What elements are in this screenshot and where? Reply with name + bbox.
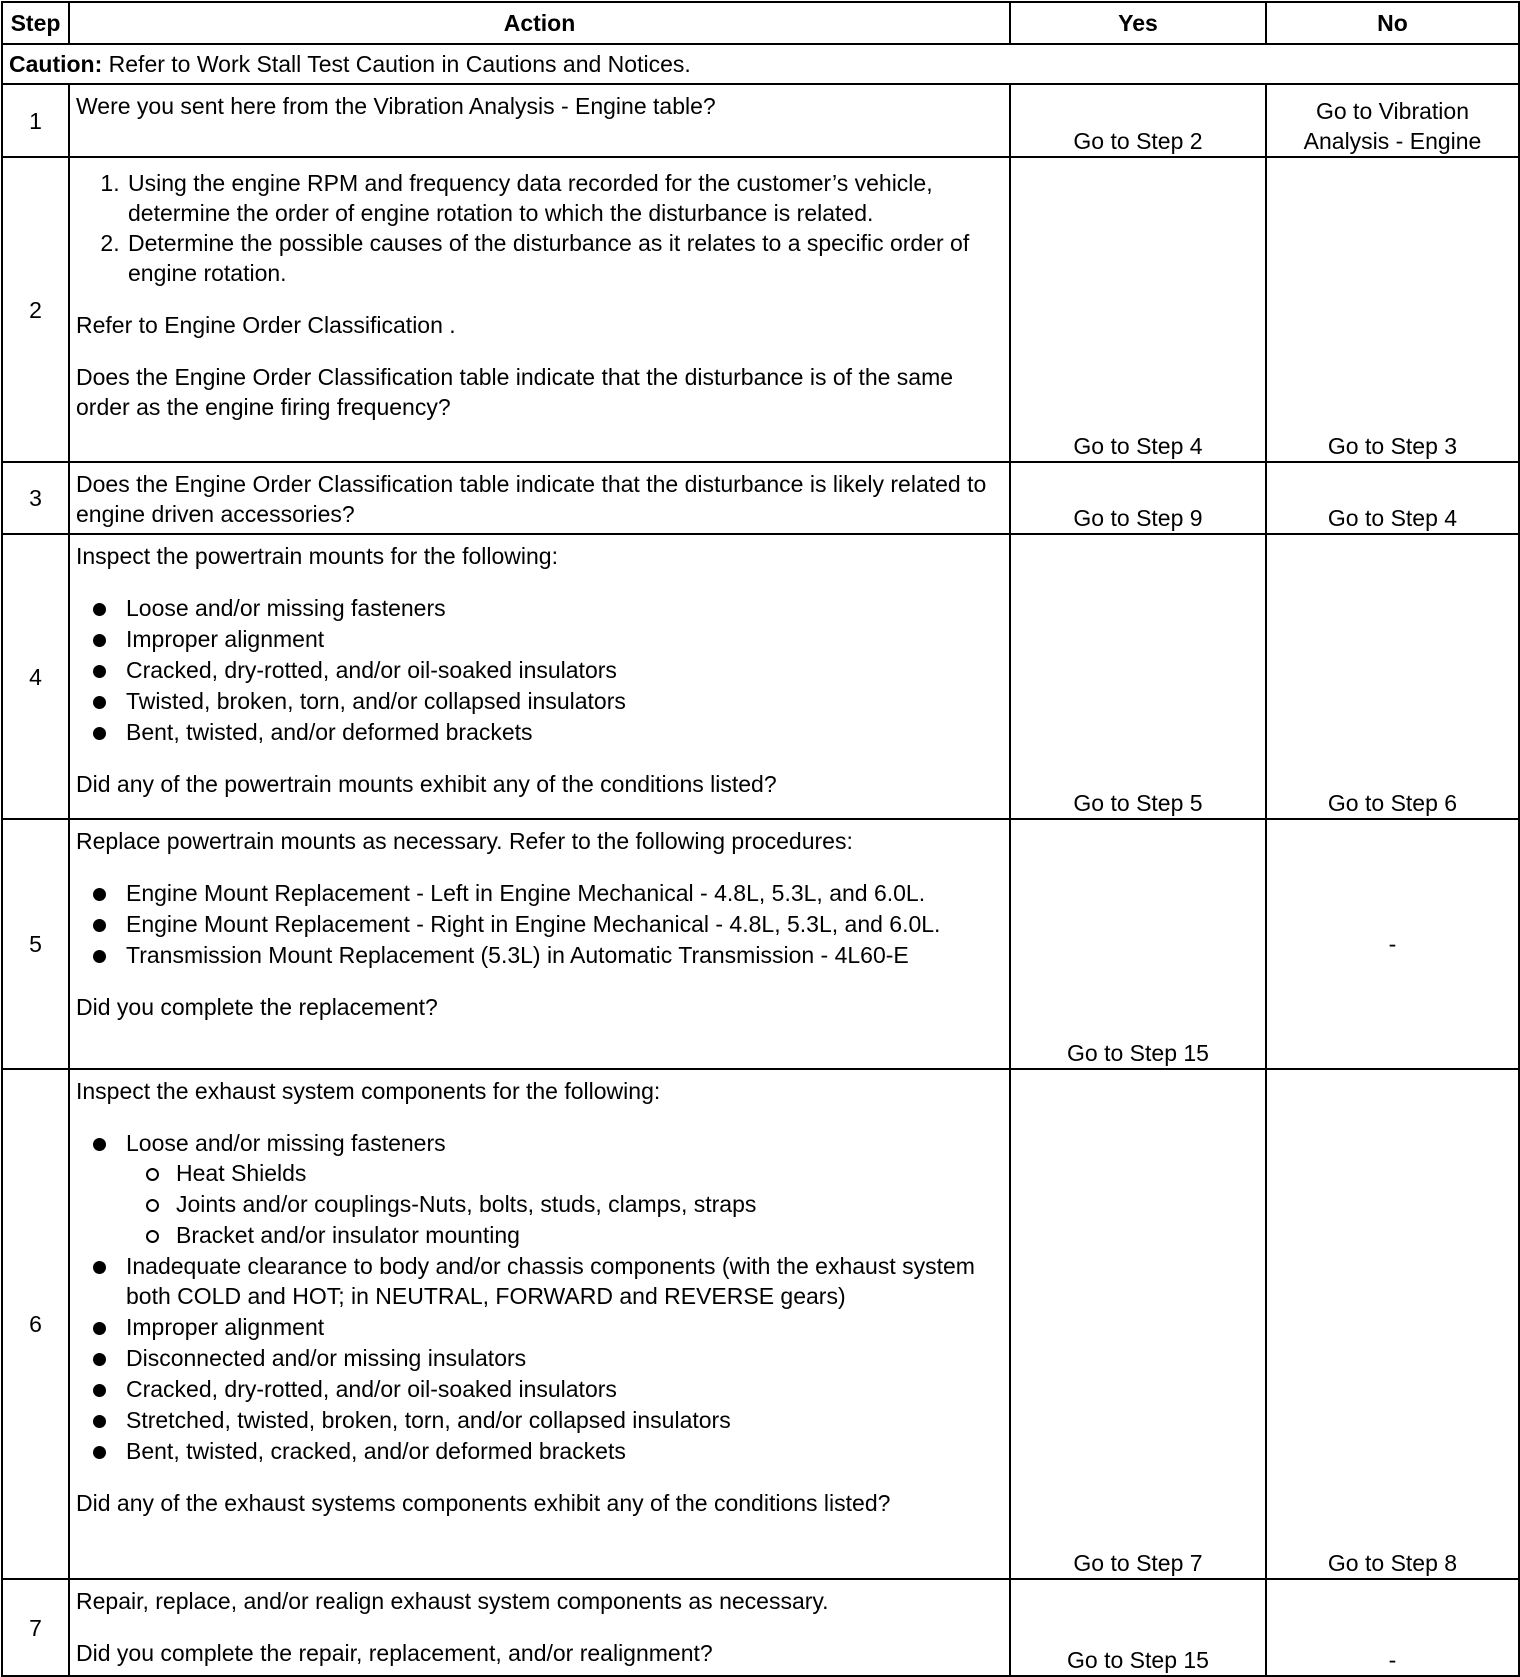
table-row <box>2 534 1519 819</box>
action-cell <box>69 1579 1010 1676</box>
action-intro: Replace powertrain mounts as necessary. Refer to the following procedures: <box>76 828 853 854</box>
list-item: Stretched, twisted, broken, torn, and/or collapsed insulators <box>126 1405 1003 1435</box>
step-number: 1 <box>2 84 69 157</box>
table-row <box>2 84 1519 157</box>
bullet-list <box>76 1128 1003 1466</box>
caution-text: Refer to Work Stall Test Caution in Cautions and Notices. <box>102 51 691 77</box>
no-value: - <box>1266 1579 1519 1676</box>
list-item: Cracked, dry-rotted, and/or oil-soaked insulators <box>126 1374 1003 1404</box>
refer-link[interactable]: Refer to Engine Order Classification . <box>76 312 456 338</box>
yes-link[interactable]: Go to Step 9 <box>1010 462 1266 534</box>
list-item: Loose and/or missing fasteners <box>126 593 1003 623</box>
list-item: Bent, twisted, and/or deformed brackets <box>126 717 1003 747</box>
step-number: 6 <box>2 1069 69 1579</box>
action-question: Did you complete the replacement? <box>76 994 438 1020</box>
sub-list-item: Bracket and/or insulator mounting <box>176 1220 1003 1250</box>
list-item: Improper alignment <box>126 1312 1003 1342</box>
action-cell <box>69 462 1010 534</box>
sub-list-item: Joints and/or couplings-Nuts, bolts, studs, clamps, straps <box>176 1189 1003 1219</box>
list-item: Improper alignment <box>126 624 1003 654</box>
action-cell <box>69 819 1010 1069</box>
action-question: Were you sent here from the Vibration Analysis - Engine table? <box>76 93 716 119</box>
header-step: Step <box>2 2 69 44</box>
action-cell <box>69 84 1010 157</box>
list-item: Bent, twisted, cracked, and/or deformed brackets <box>126 1436 1003 1466</box>
yes-link[interactable]: Go to Step 2 <box>1010 84 1266 157</box>
procedure-link[interactable]: Transmission Mount Replacement (5.3L) in Automatic Transmission - 4L60-E <box>126 940 1003 970</box>
no-link[interactable]: Go to Step 6 <box>1266 534 1519 819</box>
list-item: 1. Using the engine RPM and frequency data recorded for the customer’s vehicle, determine the order of engine rotation to which the disturbance is related. <box>126 168 1003 228</box>
action-cell <box>69 1069 1010 1579</box>
sub-list-item: Heat Shields <box>176 1158 1003 1188</box>
no-value: - <box>1266 819 1519 1069</box>
diagnostic-table <box>1 1 1520 1677</box>
table-row <box>2 1069 1519 1579</box>
header-yes: Yes <box>1010 2 1266 44</box>
step-number: 2 <box>2 157 69 462</box>
sub-list <box>126 1158 1003 1250</box>
action-question: Did any of the exhaust systems components exhibit any of the conditions listed? <box>76 1490 891 1516</box>
action-question: Does the Engine Order Classification table indicate that the disturbance is of the same order as the engine firing frequency? <box>76 364 954 420</box>
list-item-text: Loose and/or missing fasteners <box>126 1130 446 1156</box>
header-action: Action <box>69 2 1010 44</box>
header-no: No <box>1266 2 1519 44</box>
action-cell <box>69 157 1010 462</box>
step-number: 7 <box>2 1579 69 1676</box>
header-row <box>2 2 1519 44</box>
action-question: Did you complete the repair, replacement, and/or realignment? <box>76 1640 713 1666</box>
table-row <box>2 157 1519 462</box>
list-item: Disconnected and/or missing insulators <box>126 1343 1003 1373</box>
yes-link[interactable]: Go to Step 15 <box>1010 819 1266 1069</box>
procedure-link[interactable]: Engine Mount Replacement - Left in Engine Mechanical - 4.8L, 5.3L, and 6.0L. <box>126 878 1003 908</box>
action-question: Did any of the powertrain mounts exhibit any of the conditions listed? <box>76 771 777 797</box>
bullet-list <box>76 593 1003 747</box>
step-number: 5 <box>2 819 69 1069</box>
list-item: Inadequate clearance to body and/or chassis components (with the exhaust system both COLD and HOT; in NEUTRAL, FORWARD and REVERSE gears) <box>126 1251 1003 1311</box>
yes-link[interactable]: Go to Step 7 <box>1010 1069 1266 1579</box>
list-item: Cracked, dry-rotted, and/or oil-soaked insulators <box>126 655 1003 685</box>
yes-link[interactable]: Go to Step 4 <box>1010 157 1266 462</box>
step-number: 4 <box>2 534 69 819</box>
table-row <box>2 462 1519 534</box>
list-item: 2. Determine the possible causes of the disturbance as it relates to a specific order of engine rotation. <box>126 228 1003 288</box>
no-link[interactable]: Go to Step 3 <box>1266 157 1519 462</box>
action-intro: Inspect the powertrain mounts for the following: <box>76 543 558 569</box>
numbered-list <box>76 168 1003 288</box>
procedure-link[interactable]: Engine Mount Replacement - Right in Engine Mechanical - 4.8L, 5.3L, and 6.0L. <box>126 909 1003 939</box>
list-item <box>126 1128 1003 1250</box>
no-link[interactable]: Go to Step 4 <box>1266 462 1519 534</box>
caution-label: Caution: <box>9 51 103 77</box>
caution-row <box>2 44 1519 84</box>
no-link[interactable]: Go to Vibration Analysis - Engine <box>1266 84 1519 157</box>
table-row <box>2 819 1519 1069</box>
no-link[interactable]: Go to Step 8 <box>1266 1069 1519 1579</box>
action-intro: Repair, replace, and/or realign exhaust system components as necessary. <box>76 1588 829 1614</box>
yes-link[interactable]: Go to Step 15 <box>1010 1579 1266 1676</box>
action-question: Does the Engine Order Classification table indicate that the disturbance is likely related to engine driven accessories? <box>76 471 987 527</box>
yes-link[interactable]: Go to Step 5 <box>1010 534 1266 819</box>
caution-cell <box>2 44 1519 84</box>
action-intro: Inspect the exhaust system components for the following: <box>76 1078 661 1104</box>
table-row <box>2 1579 1519 1676</box>
bullet-list <box>76 878 1003 970</box>
step-number: 3 <box>2 462 69 534</box>
list-item: Twisted, broken, torn, and/or collapsed insulators <box>126 686 1003 716</box>
action-cell <box>69 534 1010 819</box>
